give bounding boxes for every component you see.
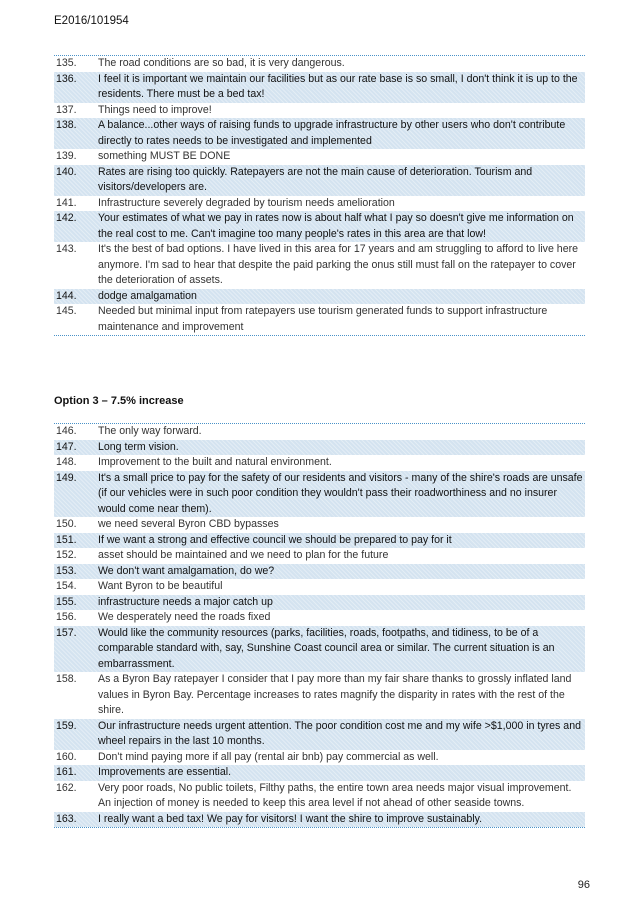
comment-text: I really want a bed tax! We pay for visitors! I want the shire to improve sustainably.: [98, 812, 483, 825]
bottom-divider: [54, 335, 585, 336]
document-reference: E2016/101954: [54, 15, 129, 27]
comment-row: [54, 149, 585, 165]
comment-row: [54, 471, 585, 518]
comment-number: 150.: [56, 518, 77, 530]
comment-row: [54, 610, 585, 626]
comment-row: [54, 242, 585, 289]
comments-list-section-2: [54, 423, 585, 828]
comment-row: [54, 118, 585, 149]
comment-text: We desperately need the roads fixed: [98, 611, 271, 623]
comment-text: The only way forward.: [98, 425, 202, 437]
comment-text: asset should be maintained and we need to plan for the future: [98, 549, 389, 561]
comments-list-section-1: [54, 55, 585, 336]
comment-number: 141.: [56, 196, 77, 209]
comment-text: Our infrastructure needs urgent attention. The poor condition cost me and my wife >$1,000 in tyres and wheel repairs in the last 10 months.: [98, 719, 581, 747]
comment-text: Improvement to the built and natural environment.: [98, 456, 332, 468]
comment-text: Want Byron to be beautiful: [98, 580, 223, 592]
comment-number: 145.: [56, 305, 77, 317]
comment-text: Infrastructure severely degraded by tourism needs amelioration: [98, 196, 395, 209]
comment-number: 158.: [56, 673, 77, 685]
comment-text: The road conditions are so bad, it is very dangerous.: [98, 57, 345, 69]
comment-number: 155.: [56, 595, 77, 608]
comment-text: Don't mind paying more if all pay (rental air bnb) pay commercial as well.: [98, 750, 439, 763]
comment-text: Long term vision.: [98, 440, 179, 453]
comment-number: 154.: [56, 580, 77, 592]
comment-row: [54, 196, 585, 212]
comment-row: [54, 719, 585, 750]
comment-row: [54, 103, 585, 119]
comment-row: [54, 72, 585, 103]
page-number: 96: [577, 879, 590, 891]
comment-row: [54, 579, 585, 595]
comment-text: Improvements are essential.: [98, 766, 232, 778]
comment-row: [54, 595, 585, 611]
comment-text: Rates are rising too quickly. Ratepayers are not the main cause of deterioration. Tourism and visitors/developers are.: [98, 165, 533, 193]
comment-text: It's the best of bad options. I have lived in this area for 17 years and am struggling to afford to live here anymore. I'm sad to hear that despite the paid parking the onus still must fall on the ratepayer to cover the deterioration of assets.: [98, 243, 579, 286]
comment-row: [54, 517, 585, 533]
comment-number: 148.: [56, 456, 77, 468]
comment-row: [54, 440, 585, 456]
bottom-divider: [54, 827, 585, 828]
comment-text: Your estimates of what we pay in rates now is about half what I pay so doesn't give me information on the real cost to me. Can't imagine too many people's rates in this area are that low!: [98, 212, 574, 240]
comment-number: 162.: [56, 781, 77, 794]
comment-row: [54, 812, 585, 828]
comment-number: 149.: [56, 471, 77, 484]
comment-number: 139.: [56, 150, 77, 162]
comment-number: 137.: [56, 103, 77, 116]
comment-text: A balance...other ways of raising funds to upgrade infrastructure by other users who don't contribute directly to rates needs to be investigated and implemented: [98, 119, 566, 147]
comment-row: [54, 56, 585, 72]
comment-row: [54, 672, 585, 719]
comment-text: Would like the community resources (parks, facilities, roads, footpaths, and tidiness, to be of a comparable standard with, say, Sunshine Coast council area or similar. The current situation is an embarrassment.: [98, 626, 555, 670]
comment-number: 153.: [56, 564, 77, 577]
comment-row: [54, 455, 585, 471]
comment-row: [54, 626, 585, 673]
comment-number: 144.: [56, 289, 77, 302]
comment-row: [54, 564, 585, 580]
comment-text: We don't want amalgamation, do we?: [98, 564, 275, 577]
comment-number: 143.: [56, 243, 77, 255]
comment-row: [54, 750, 585, 766]
comment-text: something MUST BE DONE: [98, 150, 231, 162]
comment-row: [54, 211, 585, 242]
comment-text: It's a small price to pay for the safety of our residents and visitors - many of the shire's roads are unsafe (if our vehicles were in such poor condition they wouldn't pass their roadworthiness and no insurer would come near them).: [98, 471, 583, 515]
comment-number: 159.: [56, 719, 77, 732]
comment-row: [54, 533, 585, 549]
comment-number: 157.: [56, 626, 77, 639]
comment-number: 140.: [56, 165, 77, 178]
comment-text: I feel it is important we maintain our facilities but as our rate base is so small, I don't think it is up to the residents. There must be a bed tax!: [98, 72, 578, 100]
comment-row: [54, 548, 585, 564]
comment-text: Things need to improve!: [98, 103, 212, 116]
comment-number: 151.: [56, 533, 77, 546]
comment-number: 138.: [56, 119, 77, 131]
comment-row: [54, 165, 585, 196]
comment-text: we need several Byron CBD bypasses: [98, 518, 279, 530]
comment-text: As a Byron Bay ratepayer I consider that I pay more than my fair share thanks to grossly inflated land values in Byron Bay. Percentage increases to rates magnify the disparity in rates with the rest of the shire.: [98, 673, 572, 716]
comment-number: 147.: [56, 440, 77, 453]
comment-row: [54, 765, 585, 781]
comment-number: 135.: [56, 57, 77, 69]
comment-number: 163.: [56, 812, 77, 825]
comment-number: 146.: [56, 425, 77, 437]
comment-text: Very poor roads, No public toilets, Filthy paths, the entire town area needs major visual improvement. An injection of money is needed to keep this area level if not ahead of other seaside towns.: [98, 781, 572, 809]
comment-row: [54, 781, 585, 812]
comment-row: [54, 304, 585, 335]
comment-number: 156.: [56, 611, 77, 623]
comment-text: Needed but minimal input from ratepayers use tourism generated funds to support infrastructure maintenance and improvement: [98, 305, 548, 333]
comment-number: 161.: [56, 766, 77, 778]
comment-number: 142.: [56, 212, 77, 224]
comment-number: 136.: [56, 72, 77, 85]
comment-row: [54, 289, 585, 305]
comment-text: dodge amalgamation: [98, 289, 197, 302]
option-3-heading: Option 3 – 7.5% increase: [54, 395, 184, 407]
comment-text: If we want a strong and effective council we should be prepared to pay for it: [98, 533, 452, 546]
comment-number: 160.: [56, 750, 77, 763]
comment-text: infrastructure needs a major catch up: [98, 595, 273, 608]
comment-number: 152.: [56, 549, 77, 561]
comment-row: [54, 424, 585, 440]
